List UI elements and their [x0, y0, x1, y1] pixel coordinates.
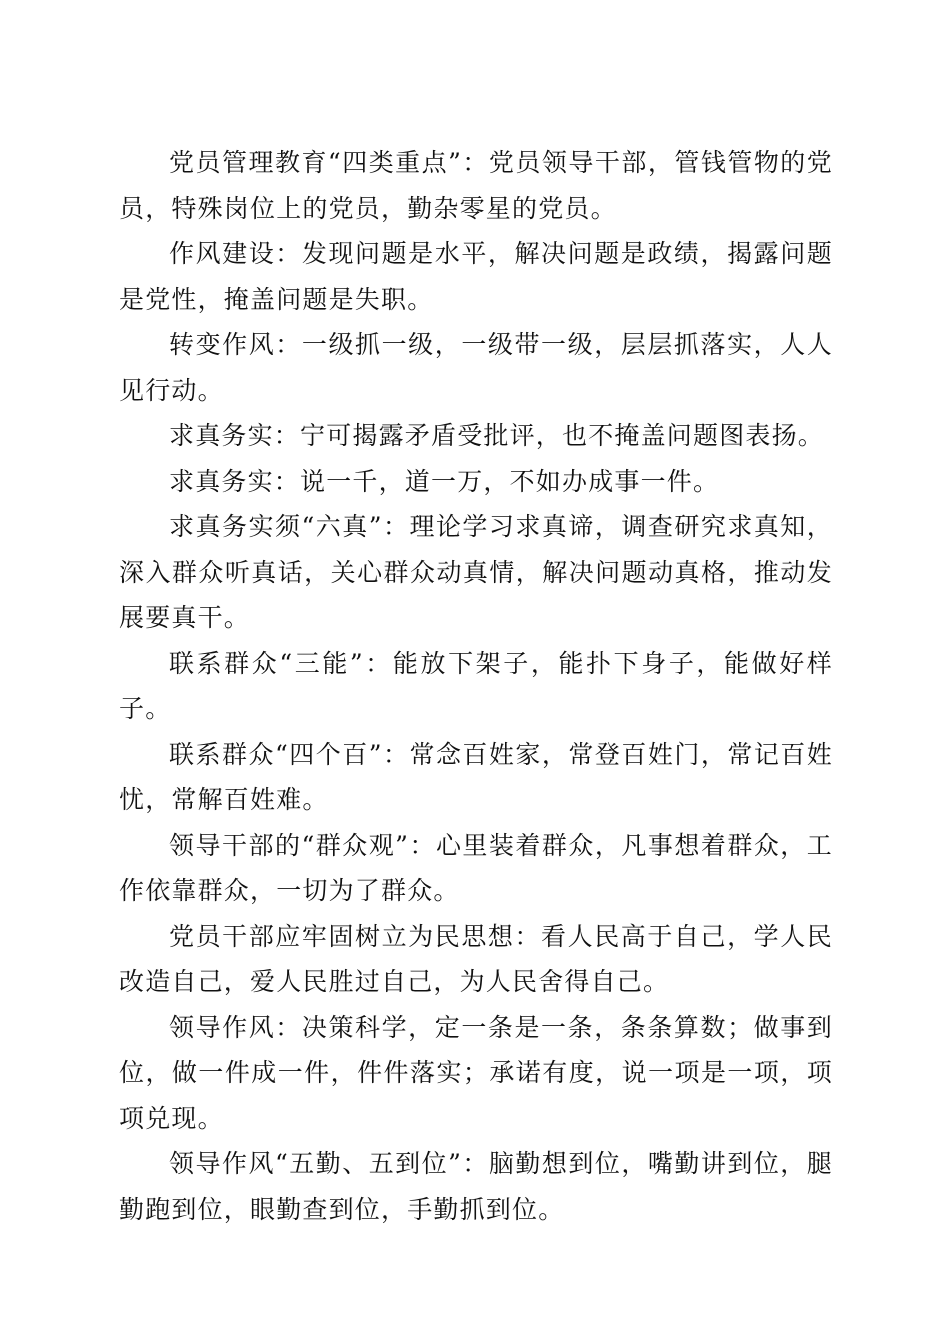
- paragraph: 求真务实：宁可揭露矛盾受批评，也不掩盖问题图表扬。: [169, 421, 825, 450]
- paragraph: 求真务实须“六真”：理论学习求真谛，调查研究求真知，深入群众听真话，关心群众动真情，解决问题动真格，推动发展要真干。: [119, 512, 833, 632]
- paragraph: 领导作风“五勤、五到位”：脑勤想到位，嘴勤讲到位，腿勤跑到位，眼勤查到位，手勤抓到位。: [119, 1149, 833, 1224]
- paragraph: 领导干部的“群众观”：心里装着群众，凡事想着群众，工作依靠群众，一切为了群众。: [119, 830, 833, 905]
- paragraph: 联系群众“四个百”：常念百姓家，常登百姓门，常记百姓忧，常解百姓难。: [119, 739, 833, 814]
- paragraph: 领导作风：决策科学，定一条是一条，条条算数；做事到位，做一件成一件，件件落实；承诺有度，说一项是一项，项项兑现。: [119, 1012, 833, 1133]
- paragraph: 转变作风：一级抓一级，一级带一级，层层抓落实，人人见行动。: [119, 330, 833, 405]
- document-body: [119, 140, 833, 1232]
- paragraph: 作风建设：发现问题是水平，解决问题是政绩，揭露问题是党性，掩盖问题是失职。: [119, 239, 833, 314]
- paragraph: 求真务实：说一千，道一万，不如办成事一件。: [169, 466, 720, 496]
- paragraph: 联系群众“三能”：能放下架子，能扑下身子，能做好样子。: [119, 648, 833, 723]
- paragraph: 党员干部应牢固树立为民思想：看人民高于自己，学人民改造自己，爱人民胜过自己，为人民舍得自己。: [119, 921, 833, 996]
- paragraph: 党员管理教育“四类重点”：党员领导干部，管钱管物的党员，特殊岗位上的党员，勤杂零星的党员。: [119, 148, 833, 223]
